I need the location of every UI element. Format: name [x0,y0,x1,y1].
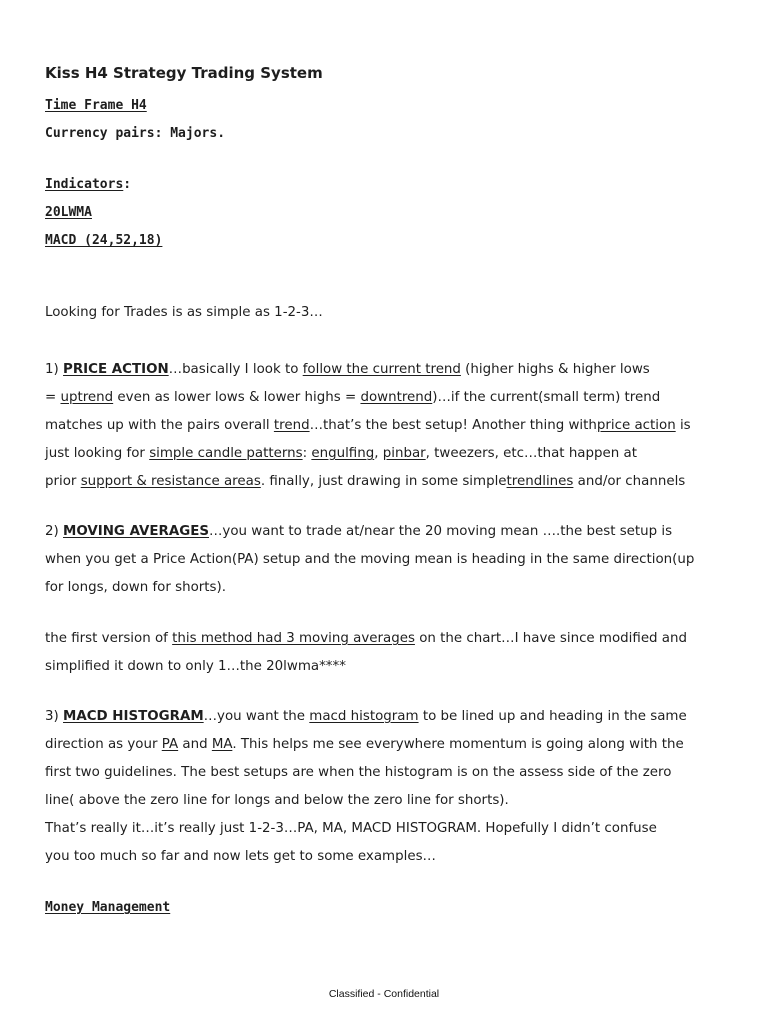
text: …that’s the best setup! Another thing with [309,418,597,433]
macd-line-5: That’s really it…it’s really just 1-2-3…PA, MA, MACD HISTOGRAM. Hopefully I didn’t confuse [45,821,657,836]
text-underlined: macd histogram [309,709,419,724]
macd-histogram-heading: MACD HISTOGRAM [63,709,204,724]
text-underlined: trendlines [506,474,574,489]
text: = [45,390,61,405]
price-action-line-1 [45,362,650,377]
text: …you want to trade at/near the 20 moving mean ….the best setup is [209,524,673,539]
text-underlined: follow the current trend [302,362,461,377]
price-action-line-2 [45,390,660,405]
text: …you want the [203,709,310,724]
intro-line: Looking for Trades is as simple as 1-2-3… [45,305,323,320]
text: just looking for [45,446,150,461]
text-underlined: pinbar [382,446,426,461]
text: , [374,446,383,461]
indicator-lwma: 20LWMA [45,205,92,220]
price-action-line-4 [45,446,637,461]
macd-line-2 [45,737,684,752]
price-action-line-3 [45,418,691,433]
text: direction as your [45,737,162,752]
indicators-label: Indicators [45,177,124,192]
macd-line-4: line( above the zero line for longs and below the zero line for shorts). [45,793,509,808]
first-version-line-1 [45,631,687,646]
currency-pairs [45,126,225,141]
text-underlined: this method had 3 moving averages [172,631,415,646]
text-underlined: engulfing [311,446,375,461]
text: and [178,737,212,752]
moving-averages-line-2: when you get a Price Action(PA) setup and the moving mean is heading in the same direction(up [45,552,695,567]
text-underlined: trend [273,418,310,433]
macd-line-3: first two guidelines. The best setups are when the histogram is on the assess side of the zero [45,765,672,780]
text: to be lined up and heading in the same [418,709,687,724]
text: prior [45,474,81,489]
moving-averages-line-1 [45,524,672,539]
text-underlined: downtrend [360,390,433,405]
first-version-line-2: simplified it down to only 1…the 20lwma**** [45,659,346,674]
text: the first version of [45,631,173,646]
text: matches up with the pairs overall [45,418,274,433]
text: )…if the current(small term) trend [432,390,661,405]
text-underlined: MA [211,737,233,752]
moving-averages-heading: MOVING AVERAGES [63,524,209,539]
text: : [302,446,312,461]
time-frame: Time Frame H4 [45,98,147,113]
macd-line-6: you too much so far and now lets get to some examples… [45,849,436,864]
text: (higher highs & higher lows [460,362,650,377]
indicators-colon: : [123,177,132,192]
section-number: 2) [45,524,64,539]
text-underlined: support & resistance areas [80,474,261,489]
text: is [675,418,691,433]
text: …basically I look to [168,362,303,377]
document-title: Kiss H4 Strategy Trading System [45,64,323,82]
text: . finally, just drawing in some simple [260,474,507,489]
macd-line-1 [45,709,687,724]
text: . This helps me see everywhere momentum is going along with the [232,737,684,752]
moving-averages-line-3: for longs, down for shorts). [45,580,226,595]
currency-pairs-value: Majors. [162,126,226,141]
classification-footer: Classified - Confidential [328,988,440,1000]
text-underlined: price action [596,418,676,433]
price-action-heading: PRICE ACTION [63,362,169,377]
text: , tweezers, etc…that happen at [425,446,637,461]
section-number: 3) [45,709,64,724]
text: and/or channels [573,474,686,489]
text-underlined: PA [161,737,179,752]
price-action-line-5 [45,474,685,489]
currency-pairs-label: Currency pairs: [45,126,163,141]
text-underlined: simple candle patterns [149,446,303,461]
text: on the chart…I have since modified and [414,631,688,646]
section-number: 1) [45,362,64,377]
text: even as lower lows & lower highs = [113,390,361,405]
text-underlined: uptrend [60,390,114,405]
indicator-macd: MACD (24,52,18) [45,233,163,248]
money-management-heading: Money Management [45,900,171,915]
indicators-heading [45,177,131,192]
